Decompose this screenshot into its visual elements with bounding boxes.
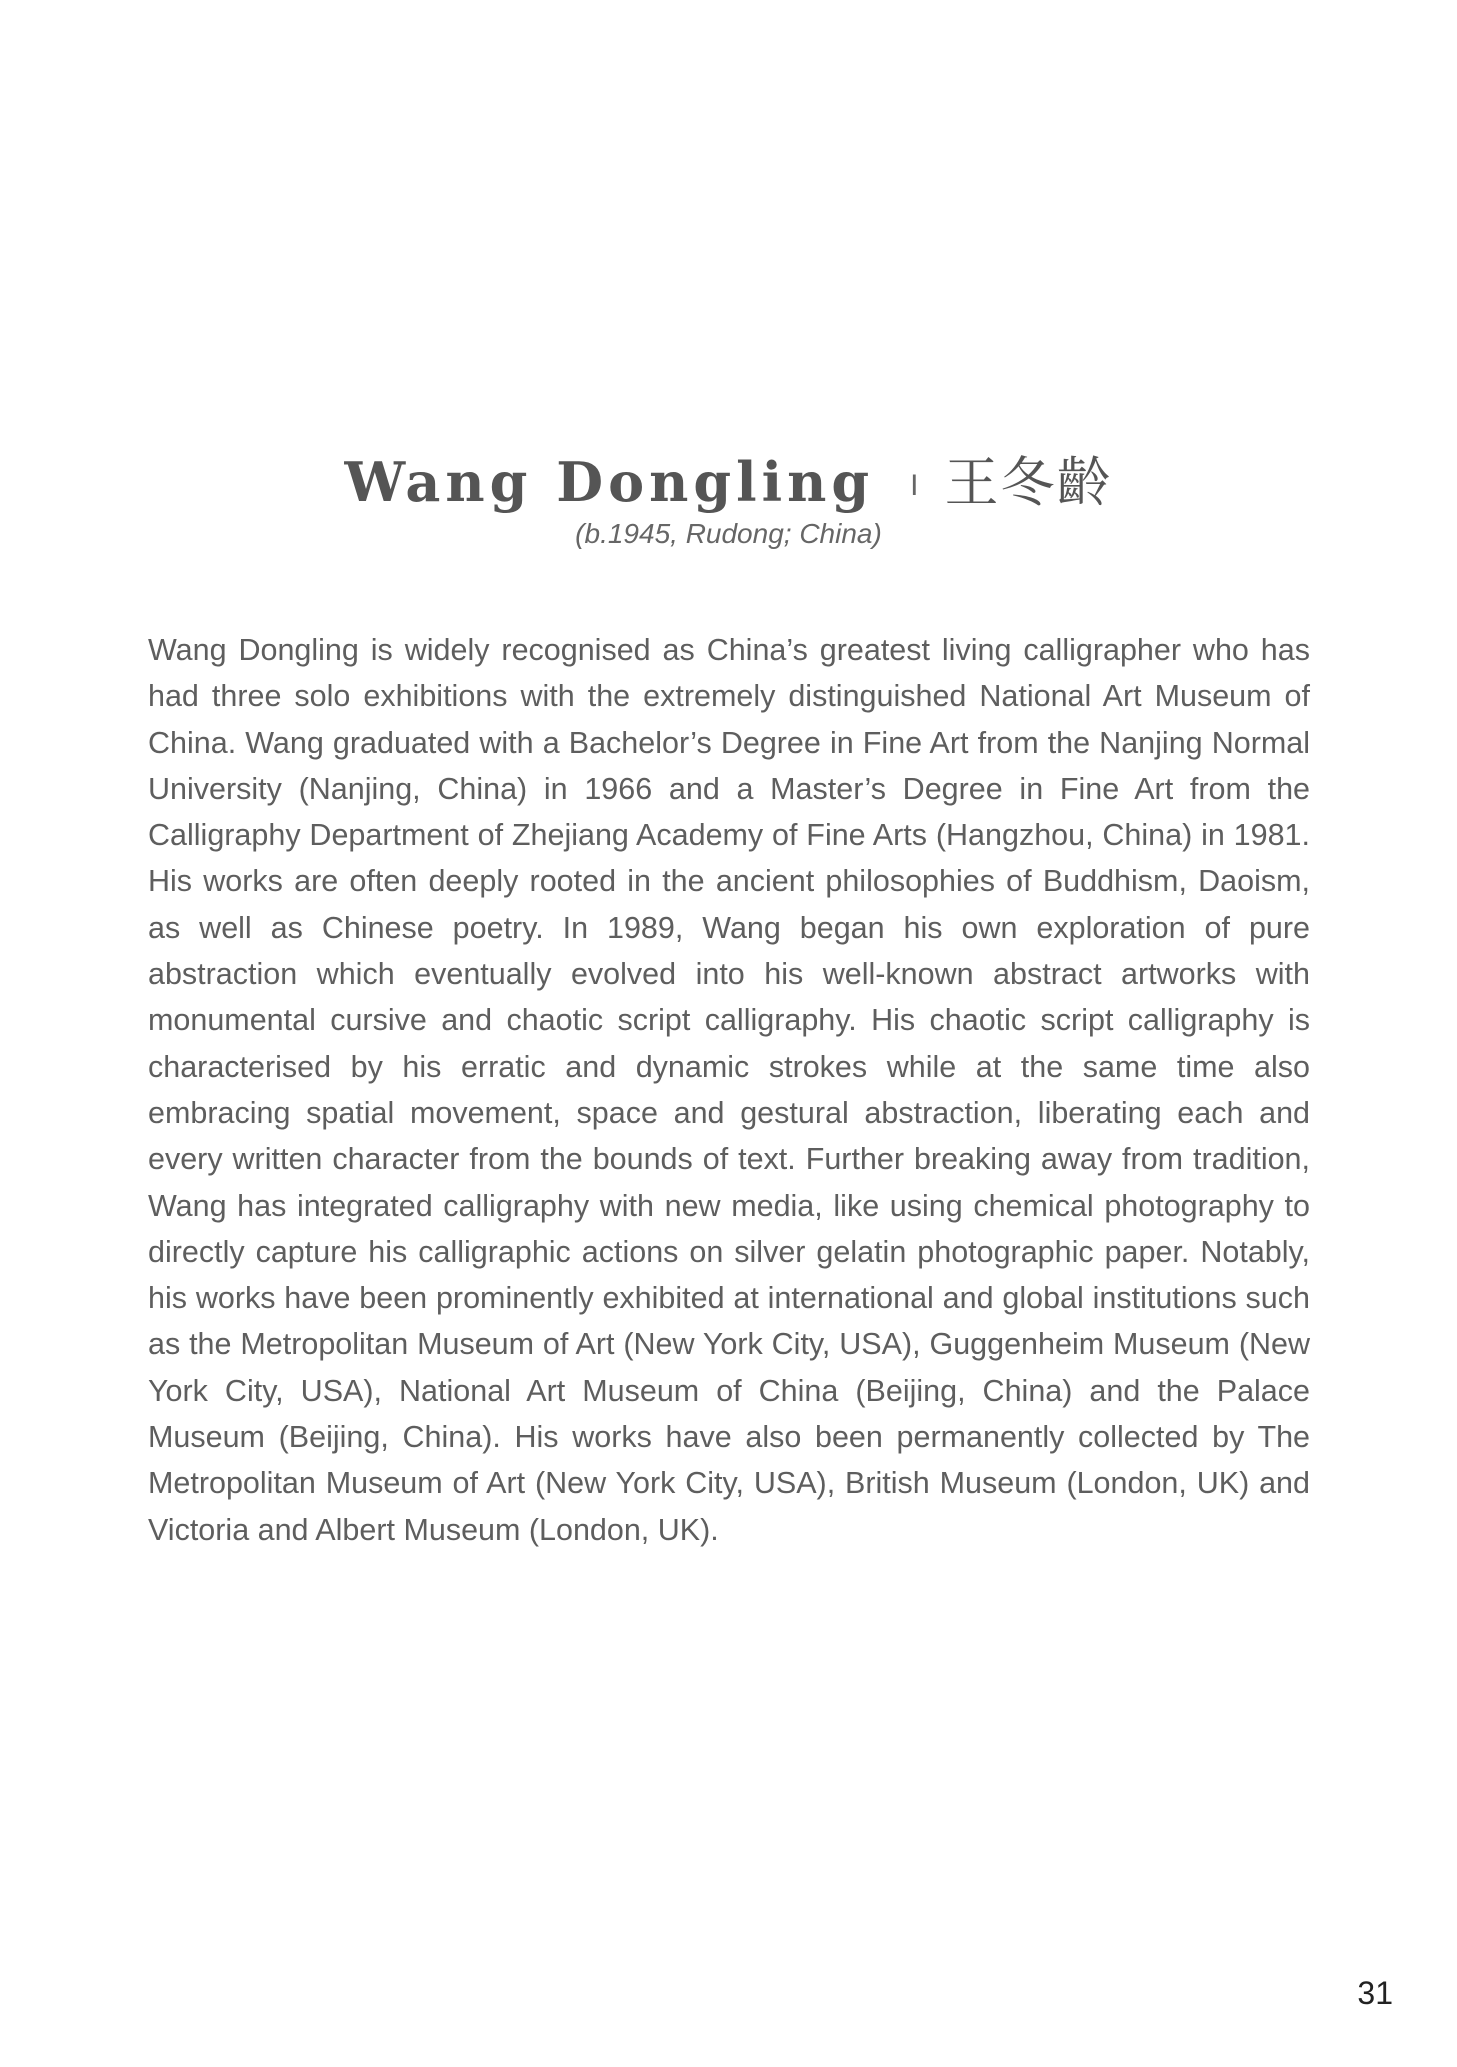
artist-name-english: Wang Dongling bbox=[344, 450, 875, 514]
page-number: 31 bbox=[1357, 1975, 1393, 2011]
artist-heading bbox=[0, 440, 1457, 517]
artist-name-chinese: 王冬齡 bbox=[944, 451, 1113, 514]
title-separator: I bbox=[910, 469, 919, 502]
artist-birth-info: (b.1945, Rudong; China) bbox=[575, 518, 882, 549]
artist-biography: Wang Dongling is widely recognised as China’s greatest living calligrapher who has had three solo exhibitions with the extremely distinguished National Art Museum of China. Wang graduated with a Bachelor’s Degree in Fine Art from the Nanjing Normal University (Nanjing, China) in 1966 and a Master’s Degree in Fine Art from the Calligraphy Department of Zhejiang Academy of Fine Arts (Hangzhou, China) in 1981. His works are often deeply rooted in the ancient philosophies of Buddhism, Daoism, as well as Chinese poetry. In 1989, Wang began his own exploration of pure abstraction which eventually evolved into his well-known abstract artworks with monumental cursive and chaotic script calligraphy. His chaotic script calligraphy is characterised by his erratic and dynamic strokes while at the same time also embracing spatial movement, space and gestural abstraction, liberating each and every written character from the bounds of text. Further breaking away from tradition, Wang has integrated calligraphy with new media, like using chemical photography to directly capture his calligraphic actions on silver gelatin photographic paper. Notably, his works have been prominently exhibited at international and global institutions such as the Metropolitan Museum of Art (New York City, USA), Guggenheim Museum (New York City, USA), National Art Museum of China (Beijing, China) and the Palace Museum (Beijing, China). His works have also been permanently collected by The Metropolitan Museum of Art (New York City, USA), British Museum (London, UK) and Victoria and Albert Museum (London, UK). bbox=[148, 633, 1310, 1547]
